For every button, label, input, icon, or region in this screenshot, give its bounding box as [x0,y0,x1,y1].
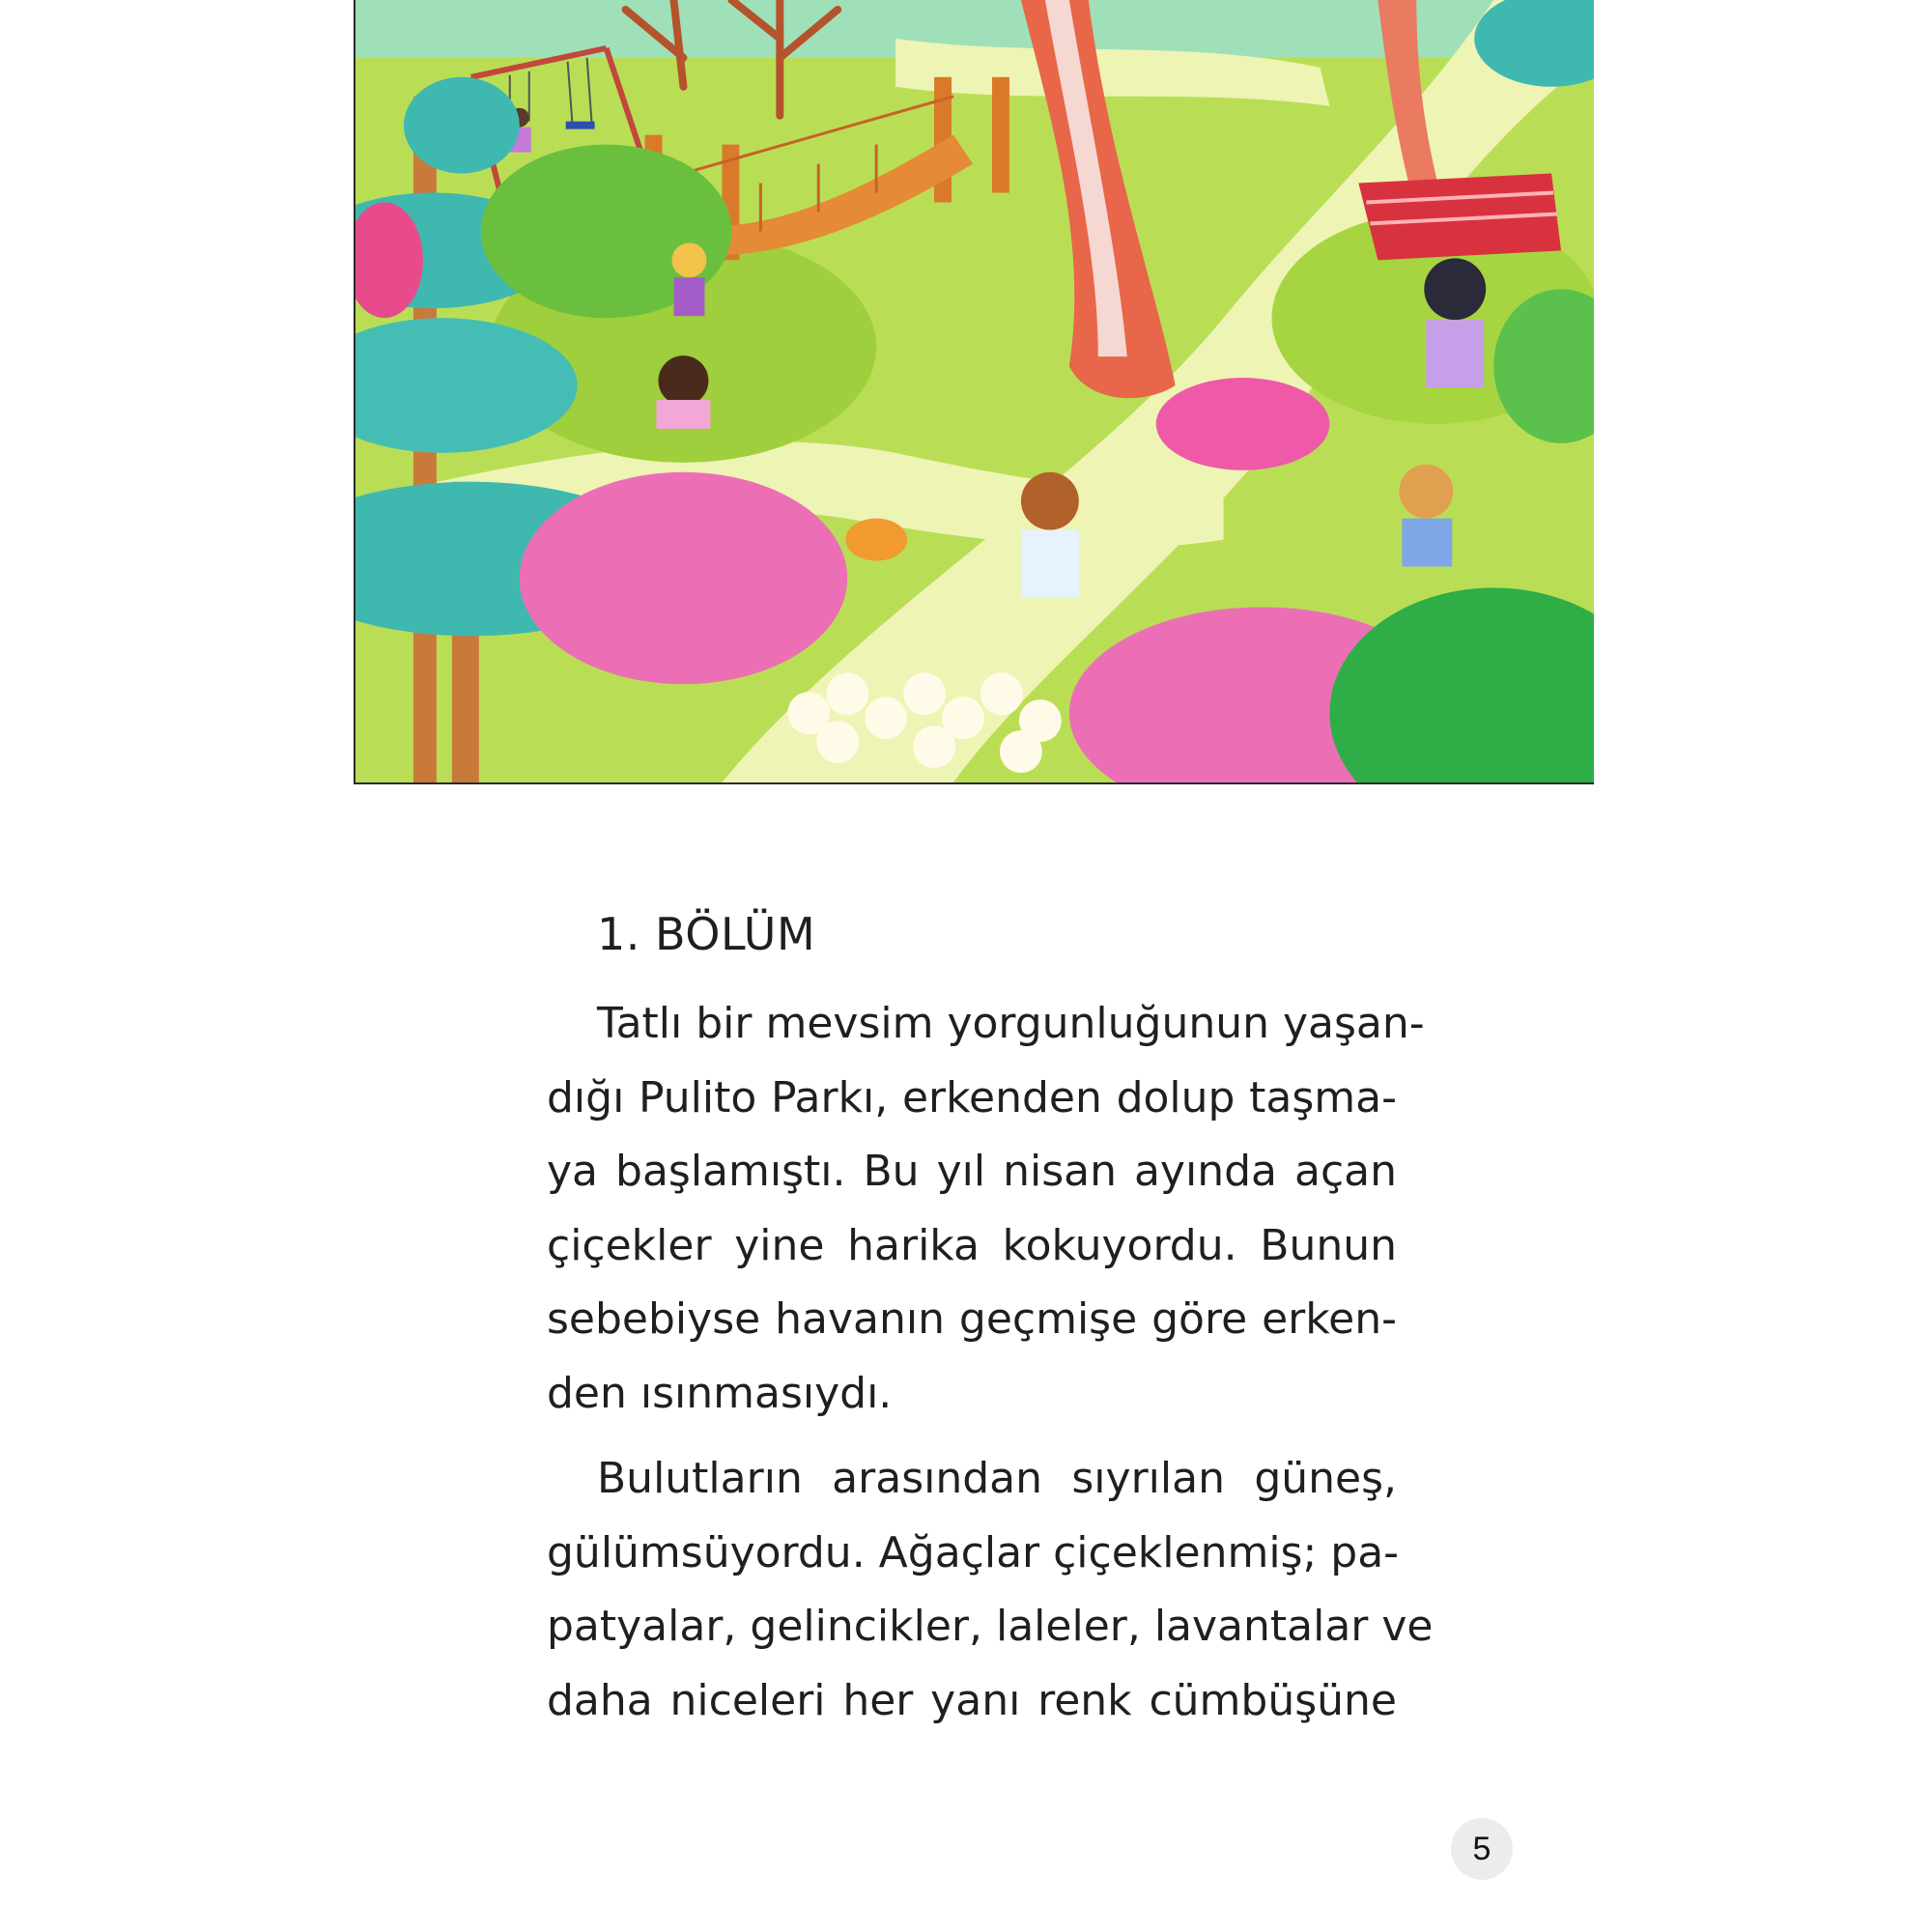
text-line: daha niceleri her yanı renk cümbüşüne [547,1675,1397,1725]
park-illustration [354,0,1594,784]
text-line: dığı Pulito Parkı, erkenden dolup taşma- [547,1072,1397,1122]
text-line: gülümsüyordu. Ağaçlar çiçeklenmiş; pa- [547,1527,1400,1577]
text-line: den ısınmasıydı. [547,1368,893,1418]
text-line: ya başlamıştı. Bu yıl nisan ayında açan [547,1147,1397,1196]
text-line: Tatlı bir mevsim yorgunluğunun yaşan- [597,999,1425,1048]
park-scene-illustration [355,0,1594,782]
text-line: Bulutların arasından sıyrılan güneş, [597,1454,1397,1503]
story-text [547,898,1434,1749]
text-line: sebebiyse havanın geçmişe göre erken- [547,1294,1397,1344]
text-line: çiçekler yine harika kokuyordu. Bunun [547,1220,1397,1270]
chapter-title: 1. BÖLÜM [597,908,816,960]
page-number: 5 [1451,1818,1513,1880]
text-line: patyalar, gelincikler, laleler, lavantalar ve [547,1602,1434,1651]
paragraph-1 [547,987,1425,1431]
paragraph-2 [547,1442,1434,1738]
